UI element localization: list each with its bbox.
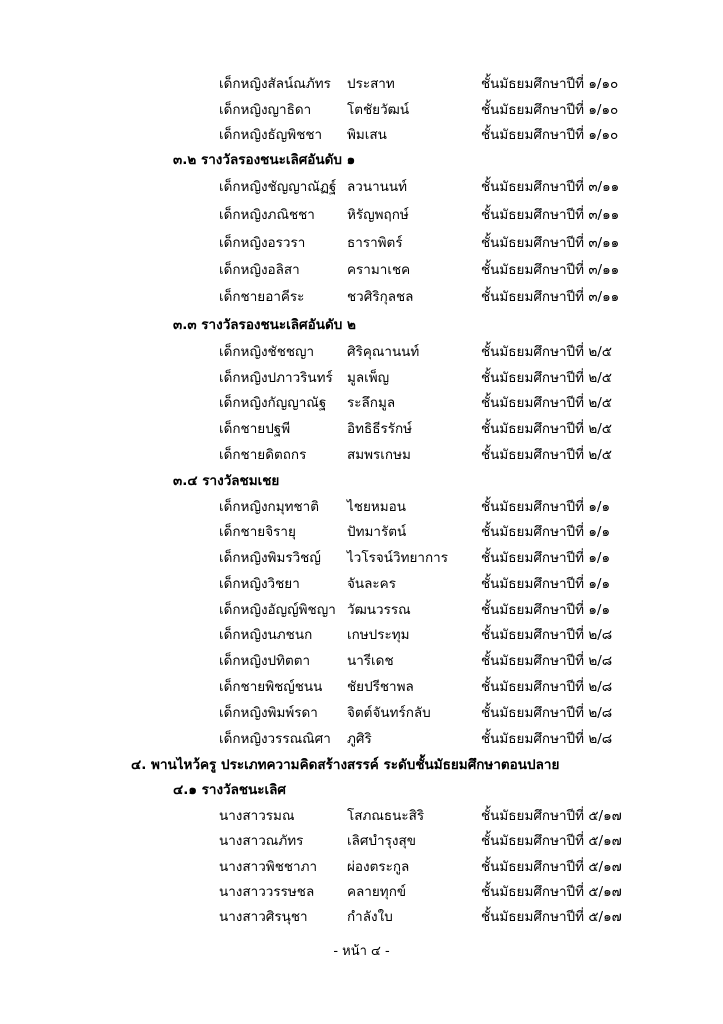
student-name: เด็กหญิงปภาวรินทร์ bbox=[219, 370, 333, 386]
student-surname: ไวโรจน์วิทยาการ bbox=[347, 550, 448, 566]
student-class: ชั้นมัธยมศึกษาปีที่ ๑/๑ bbox=[481, 602, 611, 618]
student-class: ชั้นมัธยมศึกษาปีที่ ๑/๑๐ bbox=[481, 76, 619, 92]
student-class: ชั้นมัธยมศึกษาปีที่ ๑/๑ bbox=[481, 499, 611, 515]
student-class: ชั้นมัธยมศึกษาปีที่ ๓/๑๑ bbox=[481, 235, 620, 251]
student-class: ชั้นมัธยมศึกษาปีที่ ๓/๑๑ bbox=[481, 289, 620, 305]
student-surname: กำลังใบ bbox=[347, 909, 393, 925]
award-subheading: ๓.๔ รางวัลชมเชย bbox=[173, 473, 280, 489]
student-class: ชั้นมัธยมศึกษาปีที่ ๒/๘ bbox=[481, 705, 613, 721]
student-name: เด็กหญิงปทิตตา bbox=[219, 653, 311, 669]
student-name: เด็กหญิงชัชชญา bbox=[219, 344, 315, 360]
student-surname: ภูศิริ bbox=[347, 731, 372, 747]
student-class: ชั้นมัธยมศึกษาปีที่ ๒/๘ bbox=[481, 731, 613, 747]
student-class: ชั้นมัธยมศึกษาปีที่ ๕/๑๗ bbox=[481, 808, 622, 824]
student-class: ชั้นมัธยมศึกษาปีที่ ๓/๑๑ bbox=[481, 179, 620, 195]
student-class: ชั้นมัธยมศึกษาปีที่ ๑/๑๐ bbox=[481, 102, 619, 118]
student-class: ชั้นมัธยมศึกษาปีที่ ๒/๕ bbox=[481, 395, 612, 411]
student-class: ชั้นมัธยมศึกษาปีที่ ๒/๘ bbox=[481, 627, 613, 643]
student-class: ชั้นมัธยมศึกษาปีที่ ๕/๑๗ bbox=[481, 884, 622, 900]
student-surname: เกษประทุม bbox=[347, 627, 410, 643]
student-surname: ผ่องตระกูล bbox=[347, 859, 410, 875]
student-class: ชั้นมัธยมศึกษาปีที่ ๕/๑๗ bbox=[481, 833, 622, 849]
student-surname: สมพรเกษม bbox=[347, 447, 411, 463]
student-surname: ชัยปรีชาพล bbox=[347, 679, 414, 695]
student-surname: ลวนานนท์ bbox=[347, 179, 408, 195]
section-heading: ๔. พานไหว้ครู ประเภทความคิดสร้างสรรค์ ระดับชั้นมัธยมศึกษาตอนปลาย bbox=[131, 757, 560, 773]
student-class: ชั้นมัธยมศึกษาปีที่ ๒/๕ bbox=[481, 447, 612, 463]
student-surname: โสภณธนะสิริ bbox=[347, 808, 425, 824]
student-name: เด็กหญิงกมุทชาติ bbox=[219, 499, 320, 515]
student-surname: ครามาเชค bbox=[347, 262, 411, 278]
student-class: ชั้นมัธยมศึกษาปีที่ ๓/๑๑ bbox=[481, 207, 620, 223]
student-surname: ธาราพิตร์ bbox=[347, 235, 403, 251]
student-surname: ระลึกมูล bbox=[347, 395, 396, 411]
student-class: ชั้นมัธยมศึกษาปีที่ ๕/๑๗ bbox=[481, 909, 622, 925]
student-name: เด็กหญิงวรรณณิศา bbox=[219, 731, 331, 747]
student-class: ชั้นมัธยมศึกษาปีที่ ๒/๕ bbox=[481, 344, 612, 360]
student-name: เด็กหญิงอรวรา bbox=[219, 235, 306, 251]
student-name: นางสาวณภัทร bbox=[219, 833, 304, 849]
student-name: เด็กหญิงพิมพ์รดา bbox=[219, 705, 318, 721]
student-surname: โตชัยวัฒน์ bbox=[347, 102, 410, 118]
student-class: ชั้นมัธยมศึกษาปีที่ ๑/๑๐ bbox=[481, 127, 619, 143]
student-name: เด็กหญิงชัญญาณัฏฐ์ bbox=[219, 179, 337, 195]
award-subheading: ๔.๑ รางวัลชนะเลิศ bbox=[173, 782, 286, 798]
student-class: ชั้นมัธยมศึกษาปีที่ ๑/๑ bbox=[481, 550, 611, 566]
award-subheading: ๓.๒ รางวัลรองชนะเลิศอันดับ ๑ bbox=[173, 152, 356, 168]
student-surname: ชวศิริกุลชล bbox=[347, 289, 414, 305]
student-surname: ไชยหมอน bbox=[347, 499, 406, 515]
student-surname: ปัทมารัตน์ bbox=[347, 524, 407, 540]
student-surname: อิทธิธีรรักษ์ bbox=[347, 421, 413, 437]
student-name: นางสาวรมณ bbox=[219, 808, 295, 824]
student-name: เด็กหญิงธัญพิชชา bbox=[219, 127, 323, 143]
student-name: เด็กหญิงภณิชชา bbox=[219, 207, 315, 223]
student-name: เด็กหญิงสัลน์ณภัทร bbox=[219, 76, 331, 92]
student-class: ชั้นมัธยมศึกษาปีที่ ๒/๕ bbox=[481, 370, 612, 386]
student-surname: เลิศบำรุงสุข bbox=[347, 833, 416, 849]
student-class: ชั้นมัธยมศึกษาปีที่ ๒/๘ bbox=[481, 653, 613, 669]
student-name: เด็กหญิงวิชยา bbox=[219, 576, 300, 592]
student-surname: นารีเดช bbox=[347, 653, 394, 669]
student-class: ชั้นมัธยมศึกษาปีที่ ๓/๑๑ bbox=[481, 262, 620, 278]
student-name: เด็กหญิงนภชนก bbox=[219, 627, 313, 643]
student-name: เด็กหญิงอลิสา bbox=[219, 262, 300, 278]
student-name: นางสาวพิชชาภา bbox=[219, 859, 318, 875]
student-surname: จันละคร bbox=[347, 576, 396, 592]
student-surname: ประสาท bbox=[347, 76, 395, 92]
student-class: ชั้นมัธยมศึกษาปีที่ ๒/๕ bbox=[481, 421, 612, 437]
student-surname: มูลเพ็ญ bbox=[347, 370, 390, 386]
student-name: เด็กหญิงพิมรวิชญ์ bbox=[219, 550, 321, 566]
award-subheading: ๓.๓ รางวัลรองชนะเลิศอันดับ ๒ bbox=[173, 317, 356, 333]
student-class: ชั้นมัธยมศึกษาปีที่ ๒/๘ bbox=[481, 679, 613, 695]
student-name: เด็กชายพิชญ์ชนน bbox=[219, 679, 323, 695]
student-class: ชั้นมัธยมศึกษาปีที่ ๕/๑๗ bbox=[481, 859, 622, 875]
student-name: เด็กชายอาคีระ bbox=[219, 289, 305, 305]
student-surname: พิมเสน bbox=[347, 127, 387, 143]
student-name: เด็กชายดิตถกร bbox=[219, 447, 307, 463]
student-surname: ศิริคุณานนท์ bbox=[347, 344, 420, 360]
student-name: เด็กชายปฐพี bbox=[219, 421, 291, 437]
student-surname: วัฒนวรรณ bbox=[347, 602, 411, 618]
student-surname: จิตต์จันทร์กลับ bbox=[347, 705, 431, 721]
student-surname: หิรัญพฤกษ์ bbox=[347, 207, 409, 223]
student-name: เด็กหญิงอัญญ์พิชญา bbox=[219, 602, 336, 618]
student-name: เด็กชายจิรายุ bbox=[219, 524, 296, 540]
student-name: เด็กหญิงญาธิดา bbox=[219, 102, 312, 118]
student-class: ชั้นมัธยมศึกษาปีที่ ๑/๑ bbox=[481, 524, 611, 540]
student-class: ชั้นมัธยมศึกษาปีที่ ๑/๑ bbox=[481, 576, 611, 592]
student-name: เด็กหญิงกัญญาณัฐ bbox=[219, 395, 327, 411]
page-number: - หน้า ๔ - bbox=[333, 944, 390, 959]
student-name: นางสาวศิรนุชา bbox=[219, 909, 308, 925]
student-surname: คลายทุกข์ bbox=[347, 884, 407, 900]
student-name: นางสาววรรษชล bbox=[219, 884, 315, 900]
